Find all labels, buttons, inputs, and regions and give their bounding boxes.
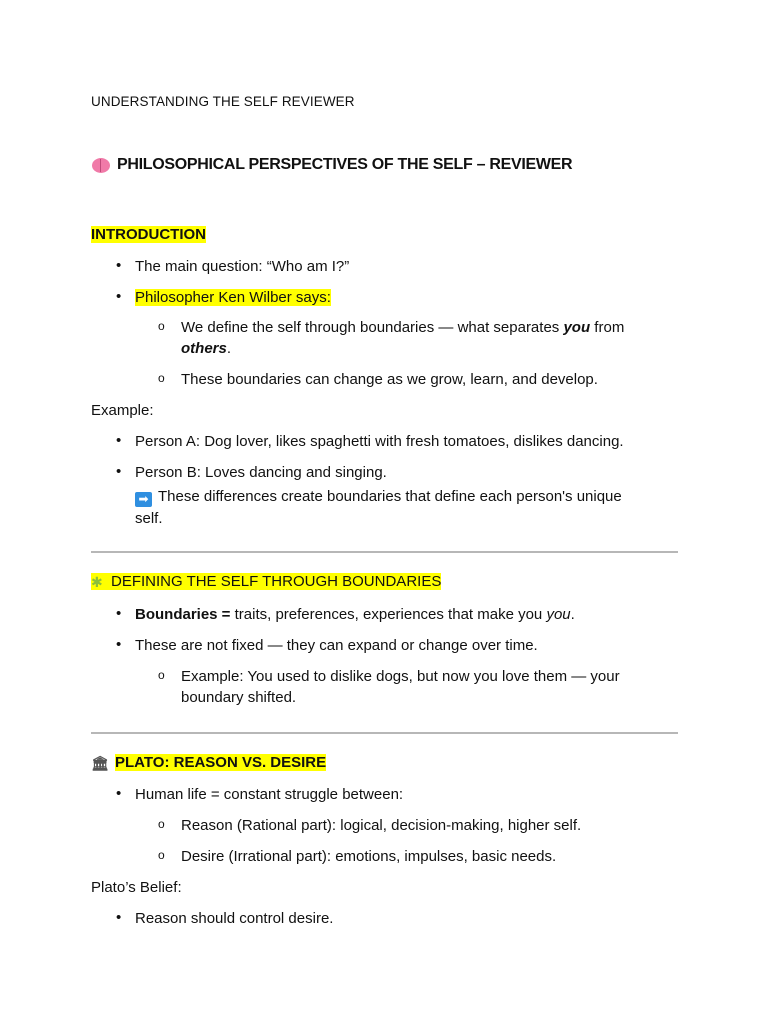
brain-icon: [91, 156, 111, 174]
sub-list-item-text: Desire (Irrational part): emotions, impulses, basic needs.: [181, 848, 557, 865]
list-item-text: The main question: “Who am I?”: [135, 258, 350, 275]
plato-heading: [91, 754, 326, 771]
emphasis-you: you: [563, 319, 591, 336]
introduction-heading-text: INTRODUCTION: [91, 226, 206, 243]
emphasis-you: you: [546, 606, 571, 623]
list-item-text: These are not fixed — they can expand or change over time.: [135, 637, 538, 654]
list-item-text: Reason should control desire.: [135, 910, 334, 927]
emphasis-others: others: [181, 340, 227, 357]
text-segment: .: [226, 340, 232, 357]
text-segment: .: [570, 606, 575, 623]
puzzle-icon: ✱: [91, 574, 103, 590]
sub-list-item-text: Example: You used to dislike dogs, but now you love them — your: [181, 668, 620, 685]
arrow-note-text: These differences create boundaries that define each person's unique: [158, 488, 622, 505]
arrow-note-continuation: self.: [135, 510, 163, 527]
boundaries-heading-highlight: [91, 573, 441, 590]
bold-term: Boundaries =: [135, 606, 231, 623]
text-segment: We define the self through boundaries — what separates: [181, 319, 564, 336]
sub-list-item-text: Reason (Rational part): logical, decision-making, higher self.: [181, 817, 582, 834]
plato-belief-label: Plato’s Belief:: [91, 879, 182, 896]
boundaries-heading: [91, 573, 441, 590]
introduction-heading: [91, 226, 206, 243]
plato-heading-text: PLATO: REASON VS. DESIRE: [115, 754, 327, 771]
text-segment: from: [590, 319, 625, 336]
list-item-text: Person A: Dog lover, likes spaghetti with fresh tomatoes, dislikes dancing.: [135, 433, 624, 450]
boundaries-heading-text: DEFINING THE SELF THROUGH BOUNDARIES: [111, 573, 442, 590]
example-label: Example:: [91, 402, 154, 419]
sub-list-item-continuation: [181, 340, 231, 357]
arrow-note: [135, 488, 622, 507]
list-item-text: Human life = constant struggle between:: [135, 786, 404, 803]
document-title: UNDERSTANDING THE SELF REVIEWER: [91, 94, 355, 109]
classical-building-icon: 🏛: [91, 755, 109, 771]
sub-list-item-text: These boundaries can change as we grow, learn, and develop.: [181, 371, 598, 388]
list-item-text: Person B: Loves dancing and singing.: [135, 464, 387, 481]
text-segment: traits, preferences, experiences that make you: [230, 606, 547, 623]
sub-list-item-text: [181, 319, 624, 336]
section-divider: [91, 732, 678, 734]
right-arrow-icon: ➡: [135, 492, 152, 507]
list-item-text: [135, 606, 575, 623]
section-divider: [91, 551, 678, 553]
main-title-text: PHILOSOPHICAL PERSPECTIVES OF THE SELF – REVIEWER: [117, 156, 573, 173]
sub-list-item-continuation: boundary shifted.: [181, 689, 297, 706]
list-item-text: Philosopher Ken Wilber says:: [135, 289, 331, 306]
main-title: [91, 156, 572, 174]
